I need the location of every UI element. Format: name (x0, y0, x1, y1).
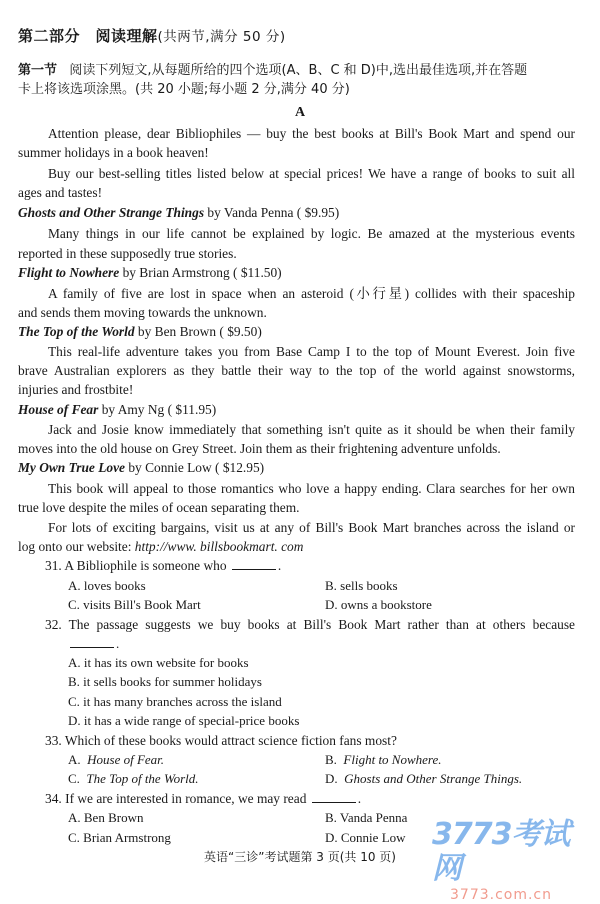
question-33 (45, 731, 575, 750)
answer-blank (232, 557, 276, 570)
answer-blank (70, 635, 114, 648)
option-text: Flight to Nowhere. (343, 752, 442, 767)
book-description-line2: and sends them moving towards the unknown. (18, 305, 267, 320)
book-heading (18, 322, 575, 341)
intro-para-1-line2: summer holidays in a book heaven! (18, 145, 209, 160)
book-description-line2: brave Australian explorers as they battle their way to the top of the world against snowstorms, (18, 363, 575, 378)
option-b: B. it sells books for summer holidays (68, 674, 262, 689)
option-c: C. visits Bill's Book Mart (68, 597, 201, 612)
book-author: by Connie Low (128, 460, 212, 475)
book-author: by Brian Armstrong (122, 265, 230, 280)
watermark-logo (432, 817, 592, 903)
option-label: C. (68, 771, 80, 786)
book-price: ( $11.95) (167, 402, 217, 417)
question-31 (45, 556, 575, 575)
option-label: A. (68, 752, 81, 767)
book-heading (18, 203, 575, 222)
question-number: 33. (45, 733, 62, 748)
question-stem: Which of these books would attract science fiction fans most? (64, 733, 397, 748)
part-subtitle: (共两节,满分 50 分) (157, 29, 286, 45)
book-heading (18, 400, 575, 419)
book-title: My Own True Love (18, 460, 125, 475)
option-a: A. it has its own website for books (68, 655, 249, 670)
book-author: by Ben Brown (137, 324, 217, 339)
question-number: 31. (45, 558, 62, 573)
option-b: B. Vanda Penna (325, 810, 408, 825)
option-d: D. Connie Low (325, 830, 406, 845)
part-title: 第二部分 阅读理解 (18, 27, 158, 45)
website-link[interactable]: http://www. billsbookmart. com (134, 539, 304, 554)
option-a: A. loves books (68, 578, 146, 593)
book-author: by Amy Ng (101, 402, 165, 417)
book-price: ( $9.95) (296, 205, 340, 220)
option-label: D. (325, 771, 338, 786)
question-34 (45, 789, 575, 808)
section-instructions-line2: 卡上将该选项涂黑。(共 20 小题;每小题 2 分,满分 40 分) (18, 82, 350, 97)
book-price: ( $12.95) (215, 460, 265, 475)
book-price: ( $11.50) (233, 265, 282, 280)
question-32-blank (68, 634, 119, 653)
book-description-line1: Many things in our life cannot be explained by logic. Be amazed at the mysterious events (48, 226, 575, 241)
passage-label: A (294, 105, 306, 120)
book-title: The Top of the World (18, 324, 135, 339)
book-title: House of Fear (18, 402, 99, 417)
book-description-line1: This book will appeal to those romantics who love a happy ending. Clara searches for her own (48, 481, 575, 496)
book-title: Ghosts and Other Strange Things (18, 205, 205, 220)
section-header (18, 61, 575, 80)
option-text: Ghosts and Other Strange Things. (344, 771, 523, 786)
closing-line1: For lots of exciting bargains, visit us at any of Bill's Book Mart branches across the island or (48, 520, 575, 535)
option-c: C. Brian Armstrong (68, 830, 171, 845)
option-text: The Top of the World. (86, 771, 199, 786)
option-label: B. (325, 752, 337, 767)
book-title: Flight to Nowhere (18, 265, 120, 280)
book-heading (18, 263, 575, 282)
closing-line2 (18, 537, 575, 556)
intro-para-2-line1: Buy our best-selling titles listed below at special prices! We have a range of books to suit all (48, 166, 575, 181)
section-label: 第一节 (18, 63, 58, 78)
section-instructions-line1: 阅读下列短文,从每题所给的四个选项(A、B、C 和 D)中,选出最佳选项,并在答题 (69, 63, 528, 78)
watermark-logo-text: 3773考试网 (432, 817, 570, 886)
option-b (325, 750, 442, 769)
question-stem: A Bibliophile is someone who (64, 558, 227, 573)
option-d: D. owns a bookstore (325, 597, 432, 612)
book-description-line1: A family of five are lost in space when an asteroid (小行星) collides with their spaceship (48, 286, 575, 301)
book-description-line2: moves into the old house on Grey Street. Join them as their frightening adventure unfolds. (18, 441, 501, 456)
book-description-line3: injuries and frostbite! (18, 382, 134, 397)
page-footer: 英语“三诊”考试题第 3 页(共 10 页) (204, 850, 396, 864)
option-a: A. Ben Brown (68, 810, 144, 825)
book-price: ( $9.50) (219, 324, 262, 339)
watermark-url: 3773.com.cn (450, 887, 552, 903)
question-32 (45, 615, 575, 634)
answer-blank (312, 790, 356, 803)
option-b: B. sells books (325, 578, 398, 593)
book-description-line2: reported in these supposedly true stories. (18, 246, 237, 261)
option-text: House of Fear. (87, 752, 165, 767)
stem-end: . (116, 636, 120, 651)
book-author: by Vanda Penna (207, 205, 294, 220)
intro-para-2-line2: ages and tastes! (18, 185, 103, 200)
option-d: D. it has a wide range of special-price books (68, 713, 300, 728)
intro-para-1-line1: Attention please, dear Bibliophiles — buy the best books at Bill's Book Mart and spend our (48, 126, 575, 141)
question-stem: The passage suggests we buy books at Bill's Book Mart rather than at others because (68, 617, 575, 632)
book-description-line1: This real-life adventure takes you from Base Camp I to the top of Mount Everest. Join five (48, 344, 575, 359)
question-stem: If we are interested in romance, we may read (65, 791, 307, 806)
book-description-line1: Jack and Josie know immediately that something isn't quite as it should be when their family (48, 422, 575, 437)
option-c (68, 769, 199, 788)
part-header (18, 27, 575, 47)
closing-prefix: log onto our website: (18, 539, 132, 554)
question-number: 32. (45, 617, 62, 632)
book-heading (18, 458, 575, 477)
book-description-line2: true love despite the miles of ocean separating them. (18, 500, 300, 515)
option-a (68, 750, 164, 769)
question-number: 34. (45, 791, 62, 806)
stem-end: . (277, 558, 282, 573)
option-d (325, 769, 522, 788)
option-c: C. it has many branches across the island (68, 694, 282, 709)
stem-end: . (357, 791, 362, 806)
